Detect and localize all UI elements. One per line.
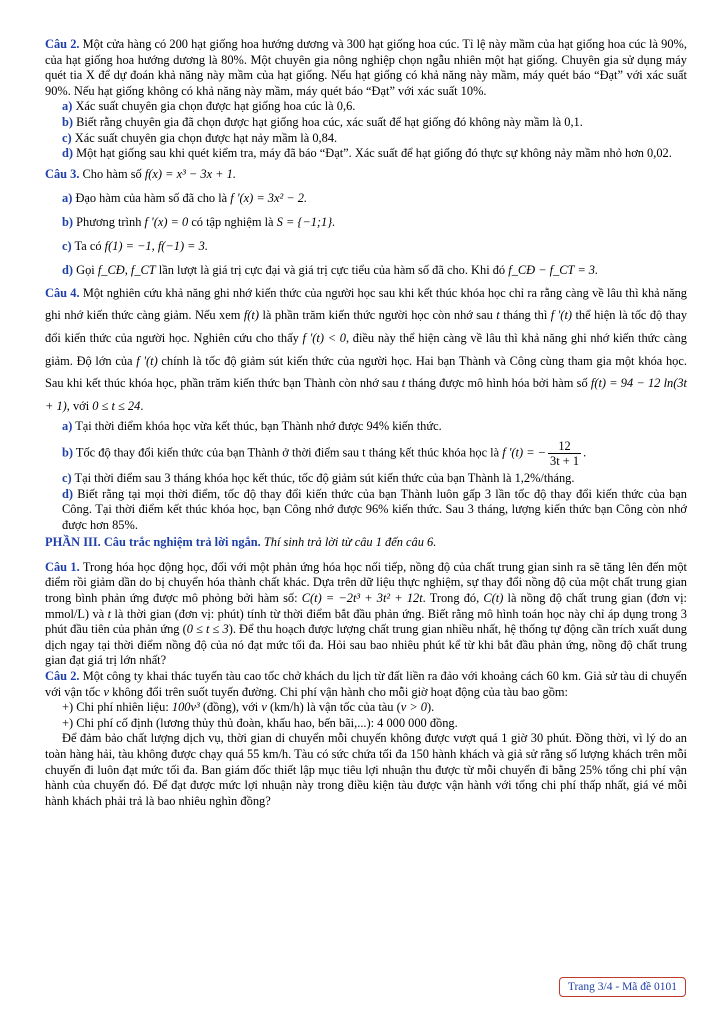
q4-option-c: c) Tại thời điểm sau 3 tháng khóa học kết thúc, tốc độ giảm sút kiến thức của bạn Thành là 1,2%/tháng.: [62, 470, 575, 485]
question-4: Câu 4. Một nghiên cứu khả năng ghi nhớ kiến thức của người học sau khi kết thúc khóa học chỉ ra rằng càng về lâu thì khả năng ghi nhớ kiến thức càng giảm. Nếu xem f(t) là phần trăm kiến thức người học còn nhớ sau t tháng thì f '(t) thể hiện là tốc độ thay đổi kiến thức của người học. Nghiên cứu cho thấy f '(t) < 0, điều này thể hiện càng về lâu thì khả năng ghi nhớ kiến thức càng giảm. Độ lớn của f '(t) chính là tốc độ giảm sút kiến thức của người học. Hai bạn Thành và Công cùng tham gia một khóa học. Sau khi kết thúc khóa học, phần trăm kiến thức bạn Thành còn nhớ sau t tháng được mô hình hóa bởi hàm số f(t) = 94 − 12 ln(3t + 1), với 0 ≤ t ≤ 24.: [45, 285, 688, 413]
q3-option-c: c) Ta có f(1) = −1, f(−1) = 3.: [62, 238, 208, 253]
q2-option-b: b) Biết rằng chuyên gia đã chọn được hạt giống hoa cúc, xác suất để hạt giống đó không này mầm là 0,1.: [62, 114, 583, 129]
section-title: PHẦN III. Câu trắc nghiệm trả lời ngắn. Thí sinh trả lời từ câu 1 đến câu 6.: [45, 535, 437, 550]
question-3: Câu 3. Cho hàm số f(x) = x³ − 3x + 1.: [45, 166, 236, 181]
question-2: Câu 2. Một cửa hàng có 200 hạt giống hoa hướng dương và 300 hạt giống hoa cúc. Tỉ lệ này mầm của hạt giống hoa cúc là 90%, của hạt giống hoa hướng dương là 80%. Một chuyên gia nông nghiệp chọn ngẫu nhiên một hạt giống. Chuyên gia sử dụng máy quét tia X để dự đoán khả năng này mầm của hạt giống. Nếu hạt giống có khả năng này mầm, máy quét báo “Đạt” với xác suất 90%. Nếu hạt giống không có khả năng này mầm, máy quét báo “Đạt” với xác suất 10%.: [45, 37, 687, 98]
q3-option-a: a) Đạo hàm của hàm số đã cho là f '(x) = 3x² − 2.: [62, 190, 308, 205]
short-question-1: Câu 1. Trong hóa học động học, đối với một phản ứng hóa học nối tiếp, nồng độ của chất trung gian sinh ra sẽ tăng lên đến một điểm rồi giảm dần do bị chuyển hóa thành chất khác. Dựa trên dữ liệu thực nghiệm, sự thay đổi nồng độ của một chất trung gian trong bình phản ứng được mô phỏng bởi hàm số: C(t) = −2t³ + 3t² + 12t. Trong đó, C(t) là nồng độ chất trung gian (đơn vị: mmol/L) và t là thời gian (đơn vị: phút) tính từ thời điểm bắt đầu phản ứng. Biết rằng mô hình toán học này chỉ áp dụng trong 3 phút đầu tiên của phản ứng (0 ≤ t ≤ 3). Để thu hoạch được lượng chất trung gian nhiều nhất, hệ thống tự động cần trích xuất dung dịch ngay tại thời điểm nồng độ của nó đạt mức tối đa. Hỏi sau bao nhiêu phút kể từ khi bắt đầu phản ứng, nồng độ chất trung gian đạt giá trị lớn nhất?: [45, 559, 688, 668]
short-question-2-body: Để đảm bảo chất lượng dịch vụ, thời gian di chuyển mỗi chuyến không được vượt quá 1 giờ 30 phút. Đồng thời, vì lý do an toàn hàng hải, tàu không được chạy quá 55 km/h. Tàu có sức chứa tối đa 150 hành khách và giả sử rằng số lượng khách trên mỗi chuyến đi luôn đạt mức tối đa. Ban giám đốc thiết lập mục tiêu lợi nhuận thu được từ mỗi chuyến đi bằng 25% tổng chi phí vận hành của chuyến đó. Để đạt được mức lợi nhuận này trong điều kiện tàu được vận hành với tổng chi phí thấp nhất, giá vé mỗi hành khách phải trả là bao nhiêu nghìn đồng?: [45, 731, 687, 808]
exam-page: [45, 37, 687, 809]
fraction: $\frac{12}{3t + 1}$: [550, 438, 580, 468]
q2-option-d: d) Một hạt giống sau khi quét kiểm tra, máy đã báo “Đạt”. Xác suất để hạt giống đó thực sự không nảy mầm nhỏ hơn 0,02.: [62, 146, 672, 161]
cost-item-fixed: +) Chi phí cố định (lương thủy thủ đoàn, khấu hao, bến bãi,...): 4 000 000 đồng.: [62, 715, 458, 730]
short-question-2: Câu 2. Một công ty khai thác tuyến tàu cao tốc chở khách du lịch từ đất liền ra đảo với khoảng cách 60 km. Giả sử tàu di chuyển với vận tốc v không đổi trên suốt tuyến đường. Chi phí vận hành cho mỗi giờ hoạt động của tàu bao gồm:: [45, 669, 687, 699]
q2-option-a: a) Xác suất chuyên gia chọn được hạt giống hoa cúc là 0,6.: [62, 99, 356, 114]
q3-option-d: d) Gọi f_CĐ, f_CT lần lượt là giá trị cực đại và giá trị cực tiểu của hàm số đã cho. Khi đó f_CĐ − f_CT = 3.: [62, 262, 599, 277]
q4-option-a: a) Tại thời điểm khóa học vừa kết thúc, bạn Thành nhớ được 94% kiến thức.: [62, 419, 442, 434]
q3-option-b: b) Phương trình f '(x) = 0 có tập nghiệm là S = {−1;1}.: [62, 214, 336, 229]
q4-option-b: b) Tốc độ thay đổi kiến thức của bạn Thành ở thời điểm sau t tháng kết thúc khóa học là f '(t) = − $\frac{12}{3t + 1}$ .: [62, 438, 587, 468]
q4-option-d: d) Biết rằng tại mọi thời điểm, tốc độ thay đổi kiến thức của bạn Thành luôn gấp 3 lần tốc độ thay đổi kiến thức của bạn Công. Tại thời điểm kết thúc khóa học, bạn Công nhớ được 96% kiến thức. Sau 3 tháng, lượng kiến thức bạn Công còn nhớ được hơn 85%.: [62, 486, 687, 532]
cost-item-fuel: +) Chi phí nhiên liệu: 100v³ (đồng), với v (km/h) là vận tốc của tàu (v > 0).: [62, 700, 435, 715]
q2-option-c: c) Xác suất chuyên gia chọn được hạt nảy mầm là 0,84.: [62, 130, 338, 145]
page-footer: Trang 3/4 - Mã đề 0101: [559, 977, 686, 997]
